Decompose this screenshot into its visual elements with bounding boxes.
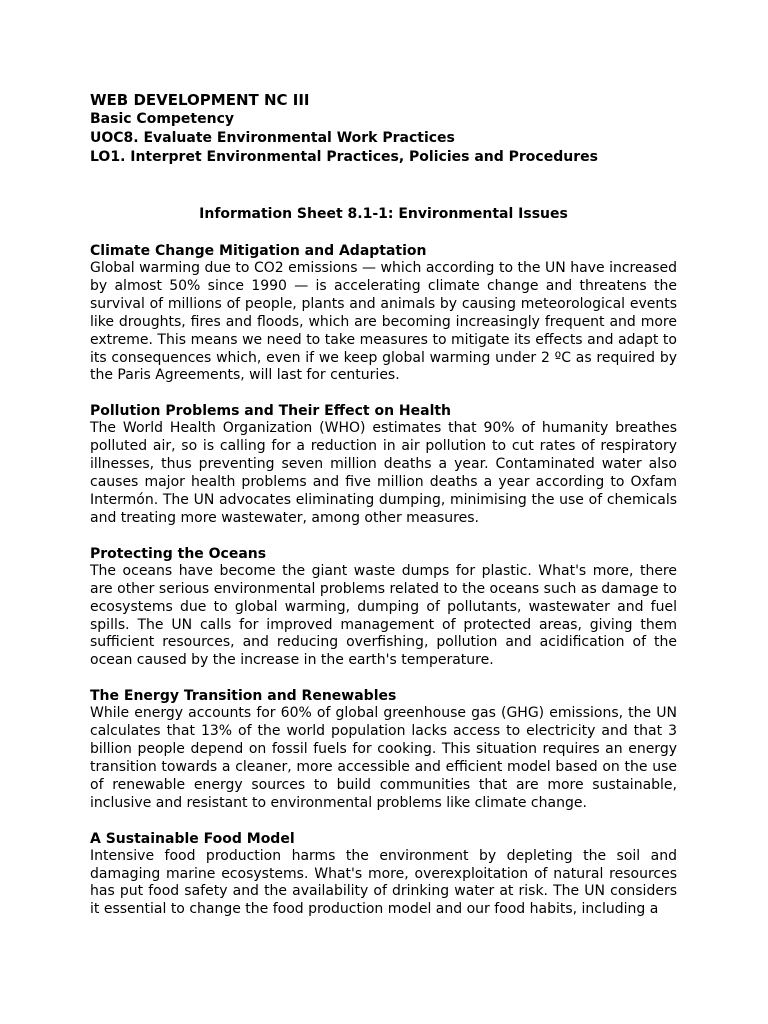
section-paragraph: The oceans have become the giant waste dumps for plastic. What's more, there are other serious environmental problems related to the oceans such as damage to ecosystems due to global warming, dumping of pollutants, wastewater and fuel spills. The UN calls for improved management of protected areas, giving them sufficient resources, and reducing overfishing, pollution and acidification of the ocean caused by the increase in the earth's temperature. <box>90 562 677 669</box>
document-page <box>90 90 677 936</box>
competency-label: Basic Competency <box>90 111 234 127</box>
section-energy-transition <box>90 687 677 812</box>
section-food-model <box>90 830 677 920</box>
unit-of-competency: UOC8. Evaluate Environmental Work Practices <box>90 130 455 146</box>
section-paragraph: Intensive food production harms the environment by depleting the soil and damaging marine ecosystems. What's more, overexploitation of natural resources has put food safety and the availability of drinking water at risk. The UN considers it essential to change the food production model and our food habits, including a <box>90 847 677 918</box>
section-paragraph: While energy accounts for 60% of global greenhouse gas (GHG) emissions, the UN calculates that 13% of the world population lacks access to electricity and that 3 billion people depend on fossil fuels for cooking. This situation requires an energy transition towards a cleaner, more accessible and efficient model based on the use of renewable energy sources to build communities that are more sustainable, inclusive and resistant to environmental problems like climate change. <box>90 705 677 811</box>
document-title: WEB DEVELOPMENT NC III <box>90 91 310 109</box>
section-paragraph: The World Health Organization (WHO) estimates that 90% of humanity breathes polluted air, so is calling for a reduction in air pollution to cut rates of respiratory illnesses, thus preventing seven million deaths a year. Contaminated water also causes major health problems and five million deaths a year according to Oxfam Intermón. The UN advocates eliminating dumping, minimising the use of chemicals and treating more wastewater, among other measures. <box>90 420 677 526</box>
section-pollution-health <box>90 402 677 527</box>
section-paragraph: Global warming due to CO2 emissions — which according to the UN have increased by almost 50% since 1990 — is accelerating climate change and threatens the survival of millions of people, plants and animals by causing meteorological events like droughts, fires and floods, which are becoming increasingly frequent and more extreme. This means we need to take measures to mitigate its effects and adapt to its consequences which, even if we keep global warming under 2 ºC as required by the Paris Agreements, will last for centuries. <box>90 260 677 384</box>
section-heading: The Energy Transition and Renewables <box>90 688 397 705</box>
section-oceans <box>90 545 677 670</box>
information-sheet-title: Information Sheet 8.1-1: Environmental Issues <box>199 206 568 222</box>
section-climate-change <box>90 242 677 385</box>
section-heading: A Sustainable Food Model <box>90 830 295 847</box>
learning-outcome: LO1. Interpret Environmental Practices, Policies and Procedures <box>90 149 598 165</box>
section-heading: Climate Change Mitigation and Adaptation <box>90 243 427 259</box>
section-heading: Protecting the Oceans <box>90 545 267 562</box>
section-heading: Pollution Problems and Their Effect on Health <box>90 403 452 420</box>
